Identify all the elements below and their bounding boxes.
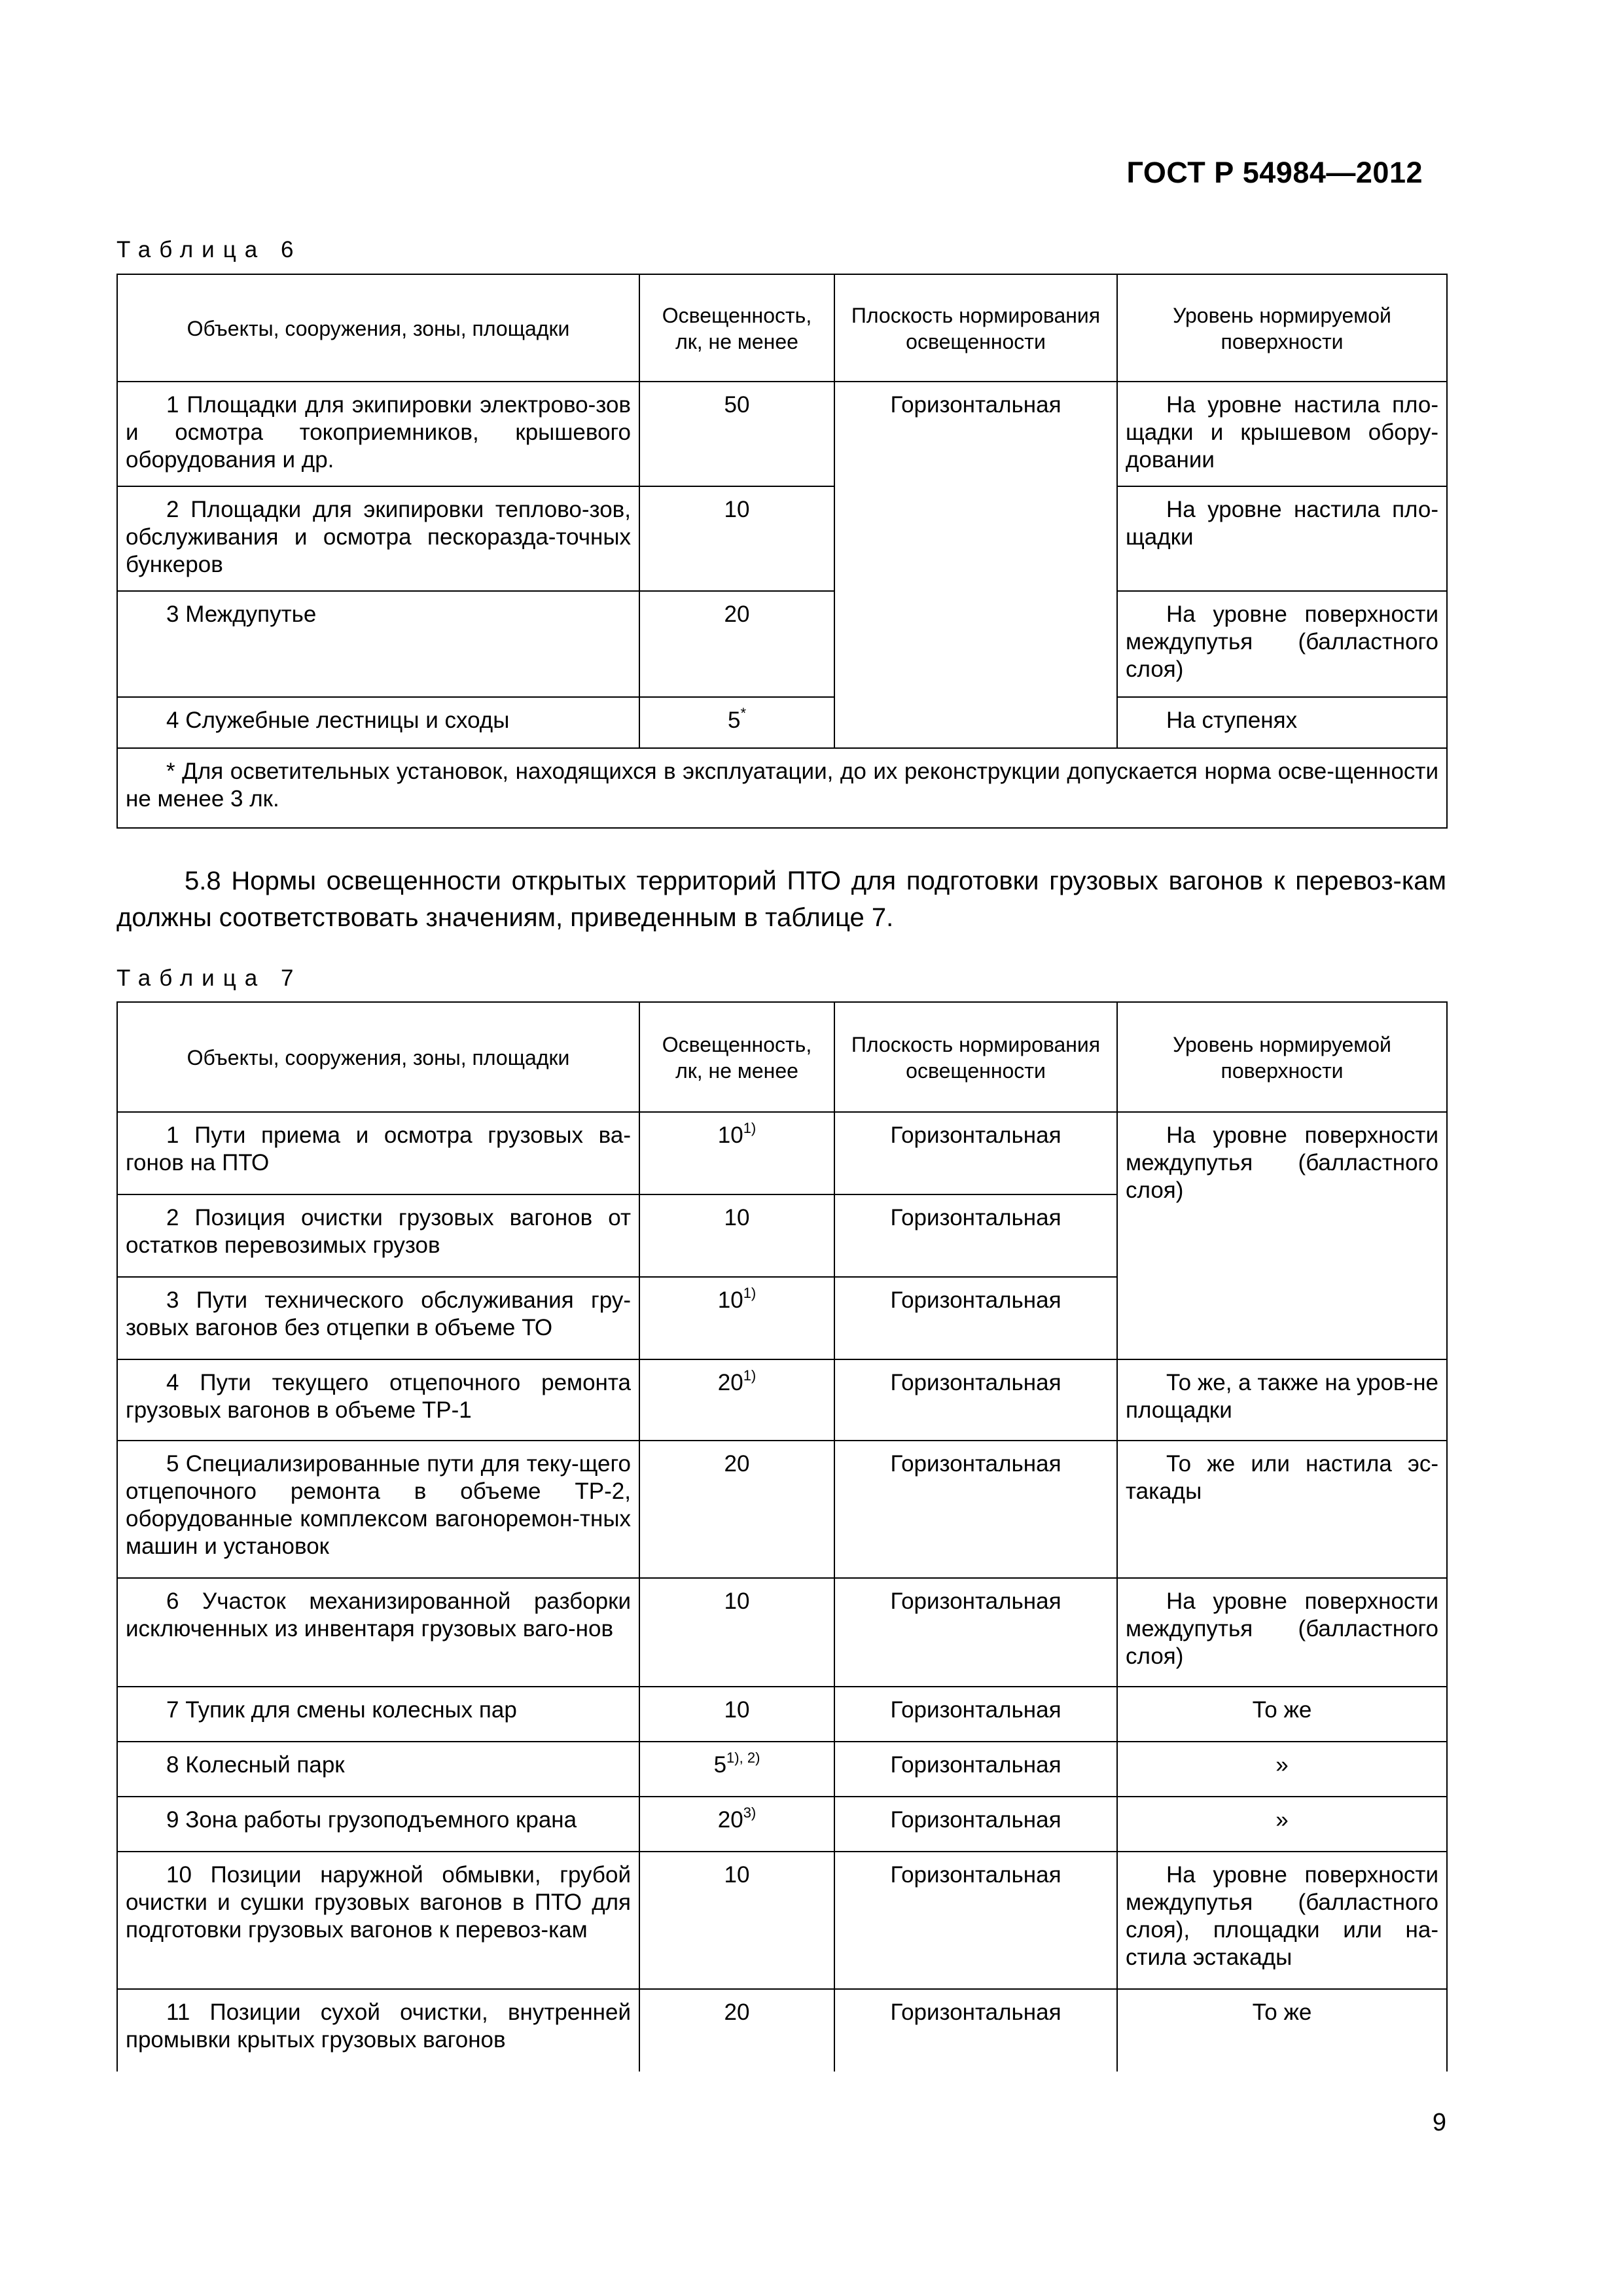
- row-level: На ступенях: [1117, 697, 1447, 748]
- table6-note-row: [117, 748, 1447, 828]
- table-row: [117, 382, 1447, 486]
- section-paragraph: 5.8 Нормы освещенности открытых территорий ПТО для подготовки грузовых вагонов к перевоз-кам должны соответствовать значениям, приведенным в таблице 7.: [116, 867, 1446, 932]
- row-object: 3 Пути технического обслуживания гру-зовых вагонов без отцепки в объеме ТО: [117, 1277, 639, 1359]
- col-header-plane: Плоскость нормирования освещенности: [834, 274, 1117, 382]
- row-value: 10$^{1)}$: [639, 1277, 834, 1359]
- row-object: 4 Пути текущего отцепочного ремонта грузовых вагонов в объеме ТР-1: [117, 1359, 639, 1441]
- row-object: 1 Площадки для экипировки электрово-зов и осмотра токоприемников, крышевого оборудования и др.: [117, 382, 639, 486]
- row-value: 10: [639, 486, 834, 591]
- row-value: 20$^{1)}$: [639, 1359, 834, 1441]
- row-object: 6 Участок механизированной разборки исключенных из инвентаря грузовых ваго-нов: [117, 1578, 639, 1687]
- table-row: [117, 1687, 1447, 1742]
- col-header-level: Уровень нормируемой поверхности: [1117, 274, 1447, 382]
- table-row: [117, 591, 1447, 697]
- table7-header-row: [117, 1002, 1447, 1112]
- row-object: 8 Колесный парк: [117, 1742, 639, 1797]
- table7-caption: Таблица 7: [116, 965, 302, 991]
- table6: [116, 274, 1448, 829]
- row-object: 4 Служебные лестницы и сходы: [117, 697, 639, 748]
- row-plane: Горизонтальная: [834, 1441, 1117, 1578]
- row-level: То же: [1117, 1989, 1447, 2072]
- row-level: На уровне настила пло-щадки и крышевом обору-довании: [1117, 382, 1447, 486]
- row-value: $5^{1), 2)}$: [639, 1742, 834, 1797]
- row-object: 1 Пути приема и осмотра грузовых ва-гонов на ПТО: [117, 1112, 639, 1194]
- table7: [116, 1001, 1448, 2072]
- row-value: 5*: [639, 697, 834, 748]
- row-value: 10: [639, 1852, 834, 1989]
- table-row: [117, 486, 1447, 591]
- table-row: [117, 1578, 1447, 1687]
- table-row: [117, 1797, 1447, 1852]
- row-object: 2 Позиция очистки грузовых вагонов от остатков перевозимых грузов: [117, 1194, 639, 1277]
- table-row: [117, 1989, 1447, 2072]
- row-plane: Горизонтальная: [834, 1359, 1117, 1441]
- row-plane: Горизонтальная: [834, 1797, 1117, 1852]
- row-object: 7 Тупик для смены колесных пар: [117, 1687, 639, 1742]
- row-plane: Горизонтальная: [834, 1852, 1117, 1989]
- row-value: 10: [639, 1578, 834, 1687]
- row-value: 10: [639, 1687, 834, 1742]
- merged-level-cell: На уровне поверхности междупутья (балластного слоя): [1117, 1112, 1447, 1359]
- row-level: »: [1117, 1742, 1447, 1797]
- row-plane: Горизонтальная: [834, 1578, 1117, 1687]
- table-row: [117, 697, 1447, 748]
- table-row: [117, 1359, 1447, 1441]
- col-header-plane: Плоскость нормирования освещенности: [834, 1002, 1117, 1112]
- row-plane: Горизонтальная: [834, 1112, 1117, 1194]
- table-row: [117, 1441, 1447, 1578]
- merged-plane-cell: Горизонтальная: [834, 382, 1117, 748]
- row-object: 2 Площадки для экипировки теплово-зов, обслуживания и осмотра пескоразда-точных бункеров: [117, 486, 639, 591]
- col-header-objects: Объекты, сооружения, зоны, площадки: [117, 1002, 639, 1112]
- table-row: [117, 1852, 1447, 1989]
- row-level: »: [1117, 1797, 1447, 1852]
- row-value: 10: [639, 1194, 834, 1277]
- row-level: На уровне настила пло-щадки: [1117, 486, 1447, 591]
- row-object: 9 Зона работы грузоподъемного крана: [117, 1797, 639, 1852]
- col-header-level: Уровень нормируемой поверхности: [1117, 1002, 1447, 1112]
- table-row: [117, 1742, 1447, 1797]
- row-value: 20: [639, 1989, 834, 2072]
- row-level: То же, а также на уров-не площадки: [1117, 1359, 1447, 1441]
- row-level: То же или настила эс-такады: [1117, 1441, 1447, 1578]
- row-level: На уровне поверхности междупутья (балластного слоя), площадки или на-стила эстакады: [1117, 1852, 1447, 1989]
- row-value: 20: [639, 1441, 834, 1578]
- table6-caption: Таблица 6: [116, 237, 302, 262]
- row-object: 10 Позиции наружной обмывки, грубой очистки и сушки грузовых вагонов в ПТО для подготовки грузовых вагонов к перевоз-кам: [117, 1852, 639, 1989]
- row-level: На уровне поверхности междупутья (балластного слоя): [1117, 591, 1447, 697]
- col-header-illuminance: Освещенность, лк, не менее: [639, 274, 834, 382]
- row-value: 20$^{3)}$: [639, 1797, 834, 1852]
- table6-footnote: * Для осветительных установок, находящихся в эксплуатации, до их реконструкции допускается норма осве-щенности не менее 3 лк.: [117, 748, 1447, 828]
- table6-header-row: [117, 274, 1447, 382]
- row-plane: Горизонтальная: [834, 1687, 1117, 1742]
- row-plane: Горизонтальная: [834, 1277, 1117, 1359]
- row-object: 11 Позиции сухой очистки, внутренней промывки крытых грузовых вагонов: [117, 1989, 639, 2072]
- col-header-objects: Объекты, сооружения, зоны, площадки: [117, 274, 639, 382]
- row-object: 5 Специализированные пути для теку-щего отцепочного ремонта в объеме ТР-2, оборудованные комплексом вагоноремон-тных машин и установок: [117, 1441, 639, 1578]
- row-level: На уровне поверхности междупутья (балластного слоя): [1117, 1578, 1447, 1687]
- row-plane: Горизонтальная: [834, 1194, 1117, 1277]
- table-row: [117, 1112, 1447, 1194]
- row-plane: Горизонтальная: [834, 1742, 1117, 1797]
- col-header-illuminance: Освещенность, лк, не менее: [639, 1002, 834, 1112]
- row-object: 3 Междупутье: [117, 591, 639, 697]
- row-level: То же: [1117, 1687, 1447, 1742]
- row-value: 20: [639, 591, 834, 697]
- row-value: 10$^{1)}$: [639, 1112, 834, 1194]
- document-code: ГОСТ Р 54984—2012: [1126, 156, 1423, 189]
- row-plane: Горизонтальная: [834, 1989, 1117, 2072]
- page-number: 9: [1432, 2109, 1446, 2136]
- row-value: 50: [639, 382, 834, 486]
